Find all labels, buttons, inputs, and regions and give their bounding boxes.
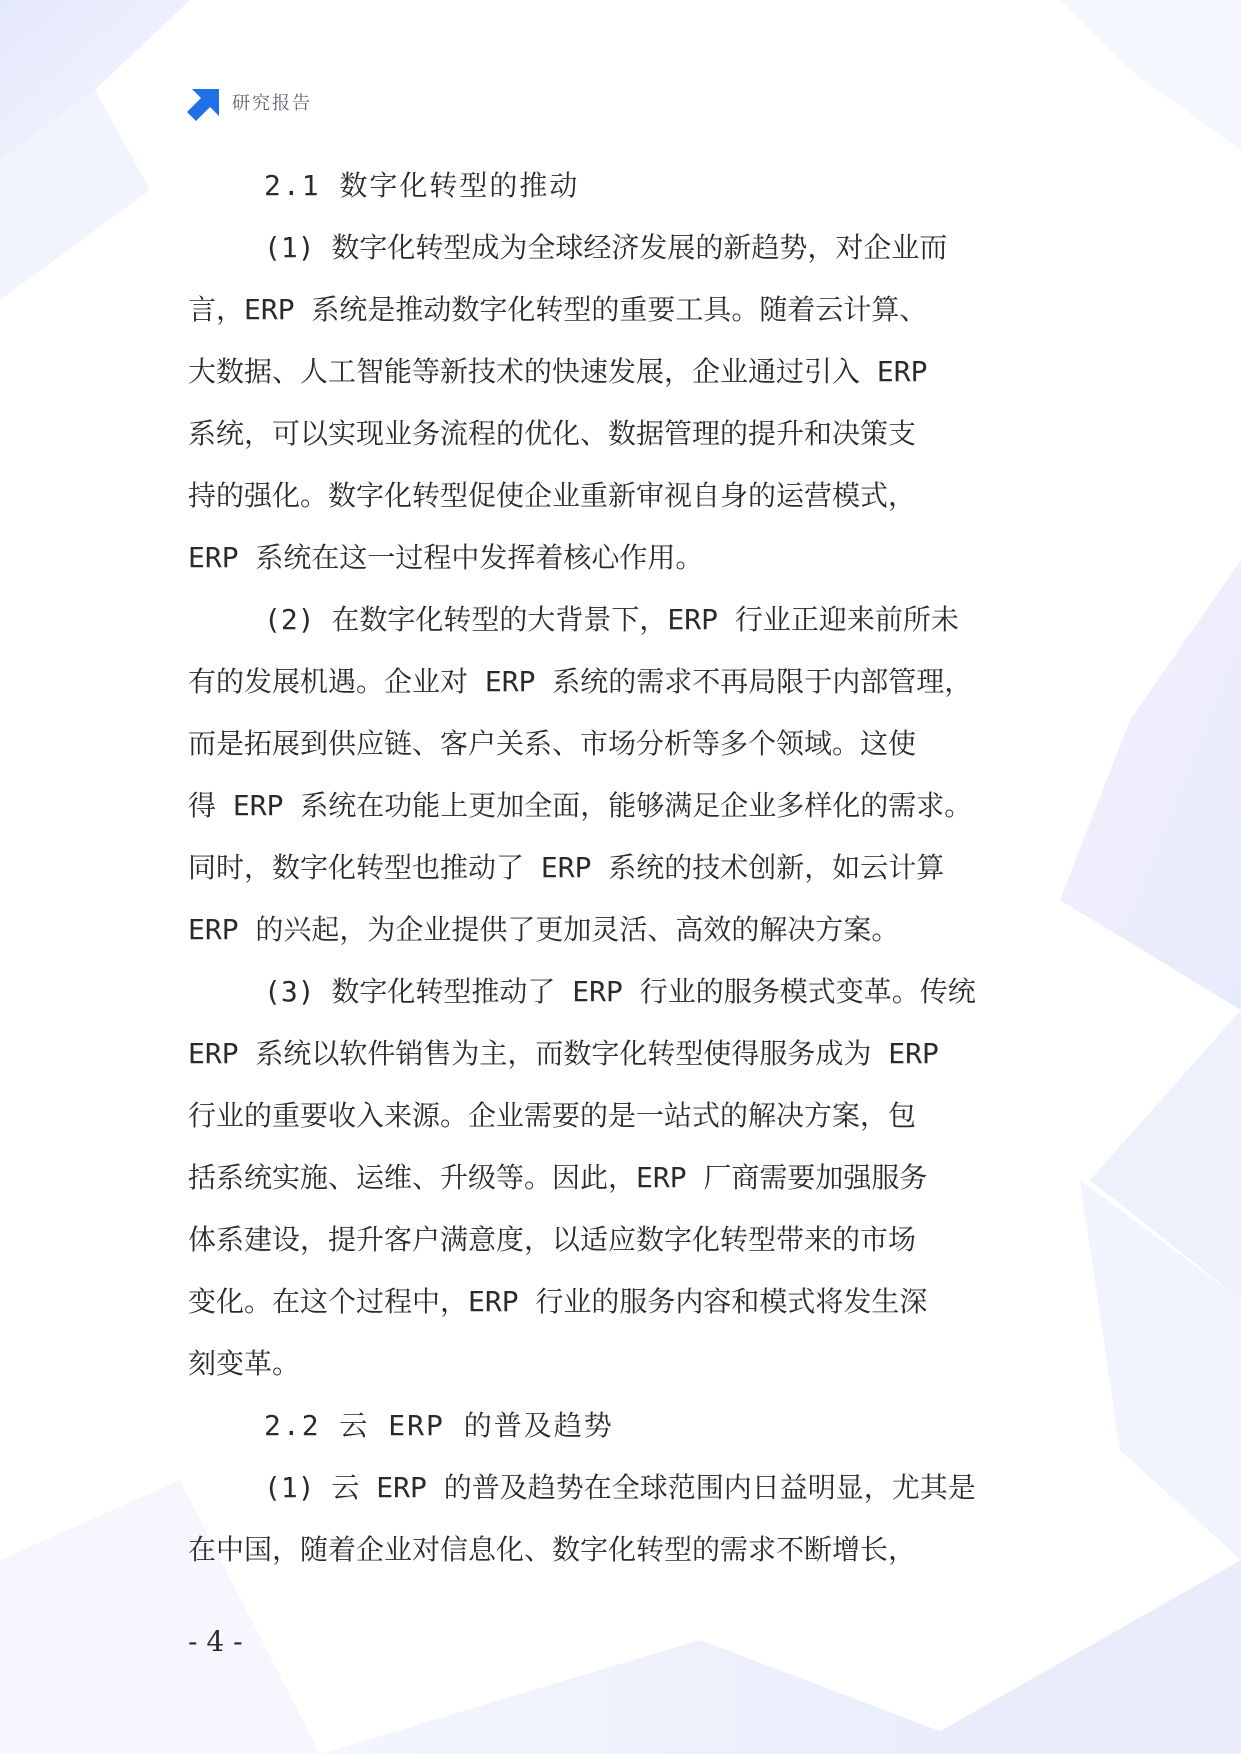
paragraph-line: ERP 系统在这一过程中发挥着核心作用。 [188,541,704,574]
paragraph-line: 而是拓展到供应链、客户关系、市场分析等多个领域。这使 [188,727,917,760]
paragraph-line: ERP 的兴起，为企业提供了更加灵活、高效的解决方案。 [188,913,900,946]
page-number: - 4 - [188,1625,243,1658]
paragraph-line: 变化。在这个过程中，ERP 行业的服务内容和模式将发生深 [188,1285,928,1318]
section-heading: 2.2 云 ERP 的普及趋势 [264,1409,614,1442]
paragraph-line: 行业的重要收入来源。企业需要的是一站式的解决方案，包 [188,1099,917,1132]
paragraph-line: 言，ERP 系统是推动数字化转型的重要工具。随着云计算、 [188,293,928,326]
paragraph-line: 体系建设，提升客户满意度，以适应数字化转型带来的市场 [188,1223,917,1256]
paragraph-line: 大数据、人工智能等新技术的快速发展，企业通过引入 ERP [188,355,928,388]
paragraph-line: 有的发展机遇。企业对 ERP 系统的需求不再局限于内部管理， [188,665,973,698]
paragraph-line: 得 ERP 系统在功能上更加全面，能够满足企业多样化的需求。 [188,789,973,822]
paragraph-line: 在中国，随着企业对信息化、数字化转型的需求不断增长， [188,1533,917,1566]
paragraph-line: (2) 在数字化转型的大背景下，ERP 行业正迎来前所未 [264,603,959,636]
paragraph-line: (1) 云 ERP 的普及趋势在全球范围内日益明显，尤其是 [264,1471,976,1504]
paragraph-line: 持的强化。数字化转型促使企业重新审视自身的运营模式， [188,479,917,512]
arrow-up-right-icon [186,86,222,122]
paragraph-line: (1) 数字化转型成为全球经济发展的新趋势，对企业而 [264,231,948,264]
paragraph-line: 同时，数字化转型也推动了 ERP 系统的技术创新，如云计算 [188,851,945,884]
document-body [188,155,1058,1581]
paragraph-line: (3) 数字化转型推动了 ERP 行业的服务模式变革。传统 [264,975,976,1008]
paragraph-line: 系统，可以实现业务流程的优化、数据管理的提升和决策支 [188,417,917,450]
paragraph-line: ERP 系统以软件销售为主，而数字化转型使得服务成为 ERP [188,1037,939,1070]
section-heading: 2.1 数字化转型的推动 [264,169,580,202]
report-header [186,86,312,122]
paragraph-line: 括系统实施、运维、升级等。因此，ERP 厂商需要加强服务 [188,1161,928,1194]
header-title: 研究报告 [232,93,312,114]
paragraph-line: 刻变革。 [188,1347,301,1380]
